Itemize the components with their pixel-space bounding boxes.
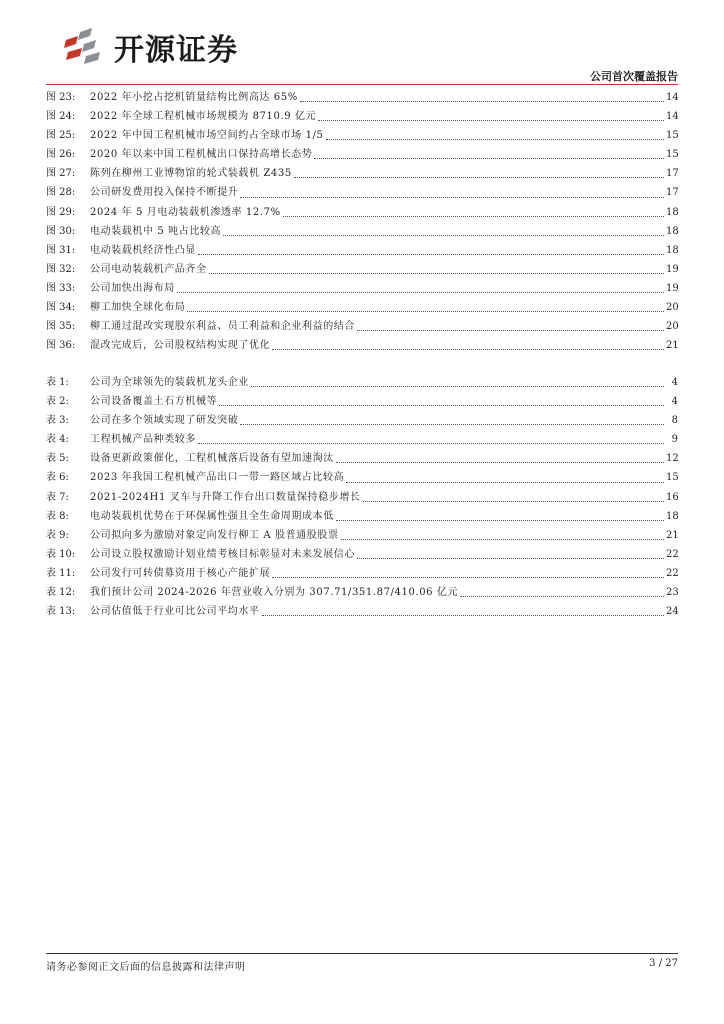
toc-entry-title: 2022 年中国工程机械市场空间约占全球市场 1/5 (90, 130, 324, 142)
toc-entry-label: 表 5: (46, 453, 69, 465)
toc-entry-title: 柳工通过混改实现股东利益、员工利益和企业利益的结合 (90, 321, 355, 333)
toc-entry[interactable] (46, 260, 678, 279)
toc-entry-label: 图 30: (46, 225, 76, 237)
toc-entry[interactable] (46, 203, 678, 222)
toc-entry-title: 电动装载机经济性凸显 (90, 244, 196, 256)
toc-entry-page: 12 (666, 453, 679, 465)
toc-entry[interactable] (46, 88, 678, 107)
toc-dot-leader (209, 272, 664, 274)
toc-dot-leader (326, 138, 665, 140)
toc-entry-label: 表 9: (46, 529, 69, 541)
toc-entry[interactable] (46, 298, 678, 317)
toc-entry-title: 公司研发费用投入保持不断提升 (90, 187, 239, 199)
toc-entry-label: 表 2: (46, 396, 69, 408)
toc-entry-page: 14 (666, 111, 679, 123)
toc-entry-label: 表 12: (46, 587, 76, 599)
toc-entry-title: 公司为全球领先的装载机龙头企业 (90, 377, 249, 388)
header-divider (46, 84, 678, 85)
toc-entry-label: 表 10: (46, 548, 76, 560)
toc-entry-page: 14 (666, 92, 679, 103)
toc-entry-label: 图 34: (46, 302, 76, 314)
footer-divider (46, 953, 678, 954)
toc-entry-label: 表 6: (46, 472, 69, 484)
toc-entry-page: 18 (666, 244, 679, 256)
toc-entry-page: 8 (671, 415, 678, 427)
toc-entry-label: 图 33: (46, 282, 76, 294)
toc-entry-label: 图 32: (46, 263, 76, 275)
toc-entry[interactable] (46, 222, 678, 241)
toc-entry-label: 表 1: (46, 377, 69, 388)
toc-entry[interactable] (46, 488, 678, 507)
toc-entry-page: 16 (666, 491, 679, 503)
toc-entry[interactable] (46, 468, 678, 487)
toc-entry[interactable] (46, 602, 678, 621)
toc-dot-leader (283, 215, 664, 217)
toc-entry-page: 4 (671, 377, 678, 388)
toc-entry-title: 设备更新政策催化，工程机械落后设备有望加速淘汰 (90, 453, 334, 465)
toc-entry-label: 图 25: (46, 130, 76, 142)
toc-entry-title: 混改完成后，公司股权结构实现了优化 (90, 340, 271, 352)
toc-entry[interactable] (46, 241, 678, 260)
toc-dot-leader (336, 519, 664, 521)
toc-entry[interactable] (46, 430, 678, 449)
toc-entry-title: 2020 年以来中国工程机械出口保持高增长态势 (90, 149, 313, 161)
toc-entry-page: 19 (666, 282, 679, 294)
toc-entry[interactable] (46, 564, 678, 583)
toc-entry-label: 图 23: (46, 92, 76, 103)
toc-entry-title: 柳工加快全球化布局 (90, 302, 186, 314)
toc-entry-page: 20 (666, 321, 679, 333)
toc-dot-leader (300, 100, 664, 102)
toc-dot-leader (240, 423, 664, 425)
logo-icon (62, 24, 108, 70)
toc-entry[interactable] (46, 392, 678, 411)
toc-entry-page: 9 (671, 434, 678, 446)
toc-entry-page: 21 (666, 340, 679, 352)
toc-entry[interactable] (46, 449, 678, 468)
toc-entry[interactable] (46, 279, 678, 298)
toc-entry[interactable] (46, 545, 678, 564)
toc-dot-leader (294, 176, 664, 178)
toc-dot-leader (262, 614, 664, 616)
toc-entry-title: 2022 年全球工程机械市场规模为 8710.9 亿元 (90, 111, 317, 123)
toc-entry-title: 公司电动装载机产品齐全 (90, 263, 207, 275)
toc-entry-label: 图 36: (46, 340, 76, 352)
toc-entry-page: 24 (666, 606, 679, 618)
toc-dot-leader (240, 196, 664, 198)
toc-entry-page: 15 (666, 472, 679, 484)
toc-dot-leader (318, 119, 664, 121)
toc-dot-leader (460, 595, 664, 597)
toc-entry[interactable] (46, 164, 678, 183)
toc-entry-title: 公司设立股权激励计划业绩考核目标彰显对未来发展信心 (90, 548, 355, 560)
toc-dot-leader (346, 481, 664, 483)
toc-entry-label: 表 8: (46, 510, 69, 522)
toc-entry-page: 18 (666, 510, 679, 522)
toc-entry-label: 图 24: (46, 111, 76, 123)
toc-entry[interactable] (46, 583, 678, 602)
toc-dot-leader (341, 538, 664, 540)
toc-entry[interactable] (46, 183, 678, 202)
toc-entry-label: 图 29: (46, 206, 76, 218)
toc-dot-leader (357, 557, 664, 559)
toc-dot-leader (198, 253, 664, 255)
toc-dot-leader (357, 329, 664, 331)
toc-entry-page: 19 (666, 263, 679, 275)
toc-entry-title: 2024 年 5 月电动装载机渗透率 12.7% (90, 206, 281, 218)
toc-entry-label: 图 28: (46, 187, 76, 199)
toc-entry-page: 15 (666, 130, 679, 142)
toc-entry[interactable] (46, 317, 678, 336)
tables-list (46, 373, 678, 621)
page-number: 3 / 27 (649, 958, 678, 969)
toc-entry-label: 表 7: (46, 491, 69, 503)
footer-disclaimer: 请务必参阅正文后面的信息披露和法律声明 (46, 962, 246, 973)
toc-entry-page: 18 (666, 225, 679, 237)
toc-entry[interactable] (46, 373, 678, 392)
report-type: 公司首次覆盖报告 (590, 70, 678, 83)
toc-entry-label: 表 11: (46, 567, 76, 579)
toc-entry-page: 20 (666, 302, 679, 314)
toc-entry-title: 陈列在柳州工业博物馆的轮式装载机 Z435 (90, 168, 292, 180)
toc-entry-page: 17 (666, 168, 679, 180)
toc-entry-label: 图 31: (46, 244, 76, 256)
toc-entry[interactable] (46, 107, 678, 126)
toc-dot-leader (272, 576, 664, 578)
toc-dot-leader (363, 500, 664, 502)
logo-text: 开源证券 (114, 33, 238, 68)
toc-entry-page: 22 (666, 567, 679, 579)
toc-dot-leader (198, 442, 664, 444)
toc-entry-title: 公司加快出海布局 (90, 282, 175, 294)
toc-entry-label: 表 13: (46, 606, 76, 618)
toc-entry-label: 图 35: (46, 321, 76, 333)
toc-entry-label: 图 26: (46, 149, 76, 161)
toc-entry-title: 2022 年小挖占挖机销量结构比例高达 65% (90, 92, 298, 103)
page-header (0, 0, 724, 90)
toc-entry[interactable] (46, 336, 678, 355)
toc-dot-leader (177, 291, 664, 293)
toc-entry-title: 我们预计公司 2024-2026 年营业收入分别为 307.71/351.87/410.06 亿元 (90, 587, 459, 599)
toc-entry[interactable] (46, 526, 678, 545)
toc-entry-title: 工程机械产品种类较多 (90, 434, 196, 446)
toc-entry-title: 公司设备覆盖土石方机械等 (90, 396, 218, 408)
toc-entry-page: 4 (671, 396, 678, 408)
toc-entry-page: 17 (666, 187, 679, 199)
toc-entry[interactable] (46, 126, 678, 145)
toc-entry-label: 图 27: (46, 168, 76, 180)
toc-entry-label: 表 3: (46, 415, 69, 427)
toc-dot-leader (219, 404, 664, 406)
company-logo (62, 22, 238, 72)
toc-entry-page: 21 (666, 529, 679, 541)
toc-entry-page: 18 (666, 206, 679, 218)
toc-dot-leader (251, 385, 664, 387)
toc-dot-leader (314, 157, 664, 159)
toc-entry[interactable] (46, 145, 678, 164)
toc-dot-leader (336, 461, 664, 463)
toc-entry-title: 公司在多个领域实现了研发突破 (90, 415, 239, 427)
toc-entry[interactable] (46, 507, 678, 526)
toc-entry-title: 公司拟向多为激励对象定向发行柳工 A 股普通股股票 (90, 529, 339, 541)
toc-entry-page: 15 (666, 149, 679, 161)
toc-dot-leader (272, 348, 664, 350)
toc-entry-title: 公司发行可转债募资用于核心产能扩展 (90, 567, 271, 579)
toc-entry-title: 2023 年我国工程机械产品出口一带一路区域占比较高 (90, 472, 345, 484)
toc-dot-leader (187, 310, 664, 312)
toc-entry-page: 22 (666, 548, 679, 560)
toc-entry-title: 2021-2024H1 叉车与升降工作台出口数量保持稳步增长 (90, 491, 361, 503)
toc-entry-label: 表 4: (46, 434, 69, 446)
toc-entry-page: 23 (666, 587, 679, 599)
toc-entry-title: 电动装载机优势在于环保属性强且全生命周期成本低 (90, 510, 334, 522)
figures-list (46, 88, 678, 355)
toc-entry-title: 电动装载机中 5 吨占比较高 (90, 225, 222, 237)
toc-dot-leader (223, 234, 664, 236)
toc-entry-title: 公司估值低于行业可比公司平均水平 (90, 606, 260, 618)
toc-entry[interactable] (46, 411, 678, 430)
